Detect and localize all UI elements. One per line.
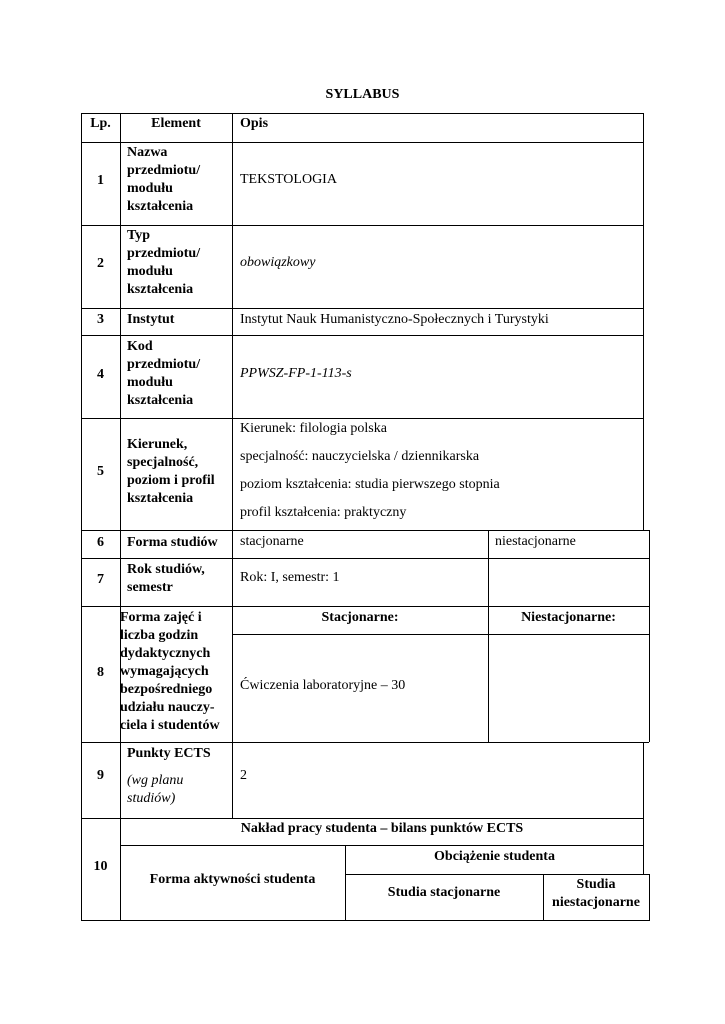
row-element-label: Typ przedmiotu/ modułu kształcenia — [127, 228, 201, 297]
part-time-header: Niestacjonarne: — [521, 610, 616, 625]
row-element-label: Kierunek, specjalność, poziom i profil kształcenia — [127, 437, 215, 506]
study-form-part-time: niestacjonarne — [495, 534, 576, 549]
course-type: obowiązkowy — [240, 255, 316, 270]
row-number: 2 — [97, 256, 104, 271]
row-number: 9 — [97, 768, 104, 783]
study-form-full-time: stacjonarne — [240, 534, 304, 549]
row-element-label: Kod przedmiotu/ modułu kształcenia — [127, 339, 201, 408]
education-level: poziom kształcenia: studia pierwszego stopnia — [240, 477, 500, 492]
row-number: 4 — [97, 367, 104, 382]
header-element: Element — [151, 116, 201, 131]
part-time-studies-header: Studia niestacjonarne — [552, 877, 640, 910]
row-element-label: Punkty ECTS — [127, 746, 211, 761]
row-element-label: Instytut — [127, 312, 175, 327]
workload-header: Nakład pracy studenta – bilans punktów ECTS — [240, 821, 524, 836]
ects-points: 2 — [240, 768, 247, 783]
specialization: specjalność: nauczycielska / dziennikarska — [240, 449, 480, 464]
row-element-label: Rok studiów, semestr — [127, 562, 205, 595]
field-of-study: Kierunek: filologia polska — [240, 421, 387, 436]
course-name: TEKSTOLOGIA — [240, 172, 337, 187]
row-element-label: Nazwa przedmiotu/ modułu kształcenia — [127, 145, 201, 214]
row-element-label: Forma zajęć i liczba godzin dydaktycznych wymagających bezpośredniego udziału nauczy- ciela i studentów — [120, 610, 220, 733]
row-number: 3 — [97, 312, 104, 327]
row-number: 10 — [93, 859, 108, 874]
row-number: 5 — [97, 464, 104, 479]
activity-form-header: Forma aktywności studenta — [149, 872, 316, 887]
institute-name: Instytut Nauk Humanistyczno-Społecznych i Turystyki — [240, 312, 549, 327]
row-number: 1 — [97, 173, 104, 188]
header-opis: Opis — [240, 116, 269, 131]
row-element-label: Forma studiów — [127, 535, 218, 550]
course-code: PPWSZ-FP-1-113-s — [240, 366, 352, 381]
row-number: 8 — [97, 665, 104, 680]
header-lp: Lp. — [90, 116, 111, 131]
full-time-header: Stacjonarne: — [321, 610, 399, 625]
full-time-studies-header: Studia stacjonarne — [387, 885, 501, 900]
full-time-class-hours: Ćwiczenia laboratoryjne – 30 — [240, 678, 406, 693]
row-number: 7 — [97, 572, 104, 587]
education-profile: profil kształcenia: praktyczny — [240, 505, 407, 520]
row-element-note: (wg planu studiów) — [127, 773, 184, 806]
workload-subheader: Obciążenie studenta — [434, 849, 555, 864]
year-semester: Rok: I, semestr: 1 — [240, 570, 340, 585]
page-title: SYLLABUS — [325, 87, 400, 102]
row-number: 6 — [97, 535, 104, 550]
